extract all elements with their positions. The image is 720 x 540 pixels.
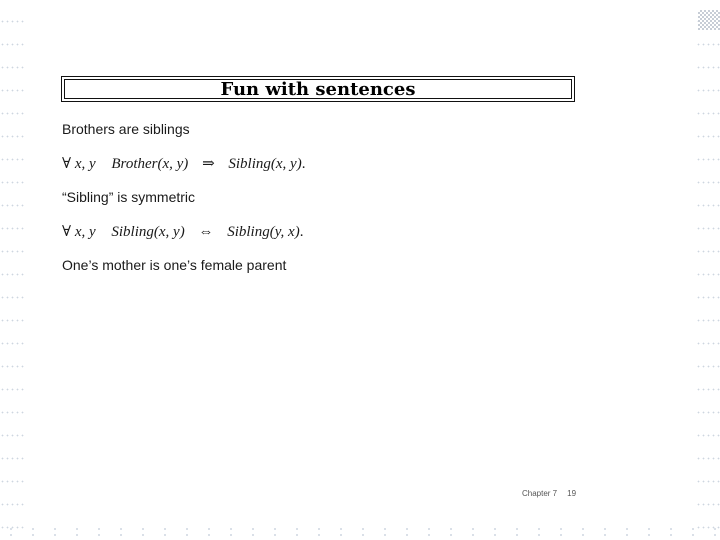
predicate-lhs: Brother bbox=[111, 156, 158, 172]
formula-end: . bbox=[299, 224, 304, 240]
decorative-dot-grid-right bbox=[696, 0, 720, 540]
formula-sibling-symmetric bbox=[62, 222, 303, 241]
predicate-rhs: Sibling bbox=[228, 156, 271, 172]
slide-footer bbox=[522, 489, 576, 498]
quantified-vars: x, y bbox=[74, 156, 96, 172]
formula-end: . bbox=[301, 156, 306, 172]
footer-page-number: 19 bbox=[567, 489, 577, 498]
footer-chapter: Chapter 7 bbox=[522, 489, 558, 498]
predicate-rhs: Sibling bbox=[227, 224, 270, 240]
predicate-lhs-args: (x, y) bbox=[157, 156, 189, 172]
quantified-vars: x, y bbox=[74, 224, 96, 240]
predicate-rhs-args: (y, x) bbox=[269, 224, 300, 240]
forall-symbol: ∀ bbox=[62, 224, 72, 240]
statement-mother-female-parent: One’s mother is one’s female parent bbox=[62, 257, 287, 273]
predicate-rhs-args: (x, y) bbox=[270, 156, 302, 172]
slide-title: Fun with sentences bbox=[220, 79, 416, 100]
iff-symbol: ⇔ bbox=[198, 224, 214, 240]
decorative-dot-grid-left bbox=[0, 0, 24, 540]
formula-brother-implies-sibling bbox=[62, 154, 305, 173]
slide-title-frame bbox=[61, 76, 575, 102]
predicate-lhs-args: (x, y) bbox=[153, 224, 185, 240]
forall-symbol: ∀ bbox=[62, 156, 72, 172]
predicate-lhs: Sibling bbox=[111, 224, 154, 240]
implies-symbol: ⇒ bbox=[202, 156, 215, 172]
statement-brothers-siblings: Brothers are siblings bbox=[62, 121, 190, 137]
corner-pattern bbox=[698, 10, 720, 30]
decorative-dot-grid-bottom bbox=[0, 526, 720, 540]
statement-sibling-symmetric: “Sibling” is symmetric bbox=[62, 189, 196, 205]
